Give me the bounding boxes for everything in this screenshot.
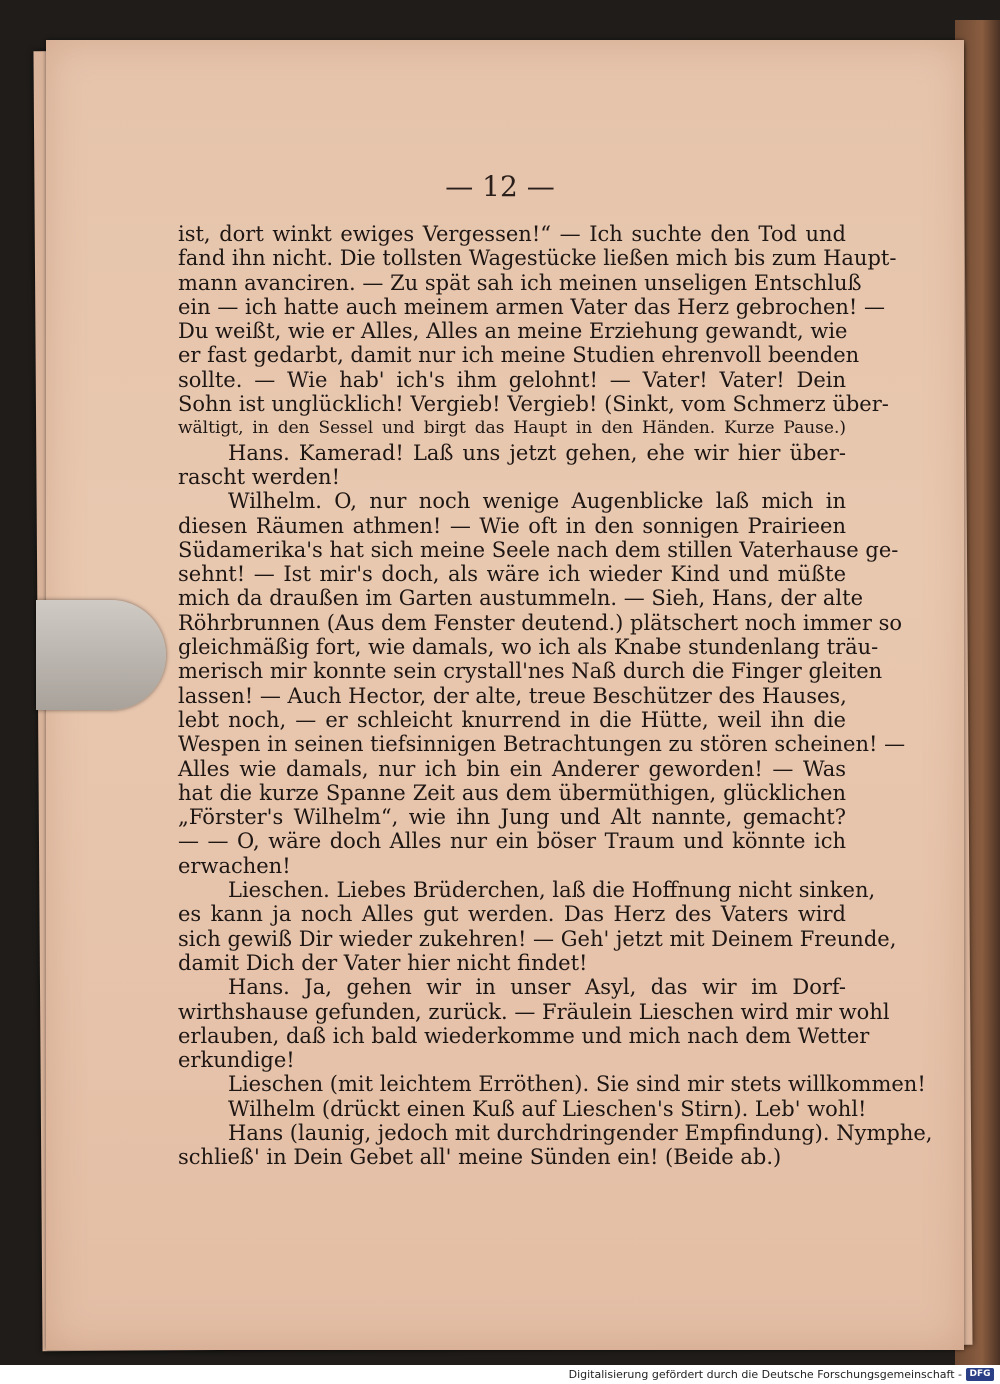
text-line: schließ' in Dein Gebet all' meine Sünden ein! (Beide ab.) xyxy=(178,1145,782,1170)
text-line: diesen Räumen athmen! — Wie oft in den sonnigen Prairieen xyxy=(178,513,846,538)
text-line: er fast gedarbt, damit nur ich meine Studien ehrenvoll beenden xyxy=(178,343,860,368)
text-line: sollte. — Wie hab' ich's ihm gelohnt! — Vater! Vater! Dein xyxy=(178,367,846,392)
text-line: ein — ich hatte auch meinem armen Vater das Herz gebrochen! — xyxy=(178,294,886,319)
text-line: rascht werden! xyxy=(178,464,341,489)
text-line: fand ihn nicht. Die tollsten Wagestücke ließen mich bis zum Haupt- xyxy=(178,246,897,271)
text-line: damit Dich der Vater hier nicht findet! xyxy=(178,950,588,975)
footer-bar xyxy=(0,1365,1000,1384)
text-line: sich gewiß Dir wieder zukehren! — Geh' jetzt mit Deinem Freunde, xyxy=(178,926,897,951)
text-line: Du weißt, wie er Alles, Alles an meine Erziehung gewandt, wie xyxy=(178,319,848,344)
text-line: lebt noch, — er schleicht knurrend in die Hütte, weil ihn die xyxy=(178,707,846,732)
text-line: Sohn ist unglücklich! Vergieb! Vergieb! (Sinkt, vom Schmerz über- xyxy=(178,392,889,417)
text-line: hat die kurze Spanne Zeit aus dem übermüthigen, glücklichen xyxy=(178,780,846,805)
text-line: mich da draußen im Garten austummeln. — Sieh, Hans, der alte xyxy=(178,586,864,611)
text-line: „Förster's Wilhelm“, wie ihn Jung und Alt nannte, gemacht? xyxy=(178,805,846,830)
speaker-line: Wilhelm (drückt einen Kuß auf Lieschen's Stirn). Leb' wohl! xyxy=(228,1096,867,1121)
text-line: erlauben, daß ich bald wiederkomme und mich nach dem Wetter xyxy=(178,1023,870,1048)
text-line: sehnt! — Ist mir's doch, als wäre ich wieder Kind und müßte xyxy=(178,562,846,587)
speaker-line: Hans. Ja, gehen wir in unser Asyl, das wir im Dorf- xyxy=(228,975,846,1000)
stage-direction-line: wältigt, in den Sessel und birgt das Haupt in den Händen. Kurze Pause.) xyxy=(178,418,846,439)
text-line: mann avanciren. — Zu spät sah ich meinen unseligen Entschluß xyxy=(178,270,862,295)
text-line: merisch mir konnte sein crystall'nes Naß durch die Finger gleiten xyxy=(178,659,883,684)
text-line: Wespen in seinen tiefsinnigen Betrachtungen zu stören scheinen! — xyxy=(178,732,906,757)
text-line: lassen! — Auch Hector, der alte, treue Beschützer des Hauses, xyxy=(178,683,847,708)
speaker-line: Lieschen. Liebes Brüderchen, laß die Hoffnung nicht sinken, xyxy=(228,878,876,903)
speaker-line: Hans. Kamerad! Laß uns jetzt gehen, ehe wir hier über- xyxy=(228,440,846,465)
speaker-line: Lieschen (mit leichtem Erröthen). Sie sind mir stets willkommen! xyxy=(228,1072,926,1097)
speaker-line: Hans (launig, jedoch mit durchdringender Empfindung). Nymphe, xyxy=(228,1120,933,1145)
funding-notice: Digitalisierung gefördert durch die Deutsche Forschungsgemeinschaft - xyxy=(568,1368,962,1381)
text-line: — — O, wäre doch Alles nur ein böser Traum und könnte ich xyxy=(178,829,846,854)
speaker-line: Wilhelm. O, nur noch wenige Augenblicke laß mich in xyxy=(228,489,846,514)
text-line: erwachen! xyxy=(178,853,291,878)
text-line: Alles wie damals, nur ich bin ein Anderer geworden! — Was xyxy=(178,756,846,781)
text-line: ist, dort winkt ewiges Vergessen!“ — Ich suchte den Tod und xyxy=(178,222,846,246)
paper-clip xyxy=(36,600,166,710)
text-line: es kann ja noch Alles gut werden. Das Herz des Vaters wird xyxy=(178,902,846,927)
text-line: Südamerika's hat sich meine Seele nach dem stillen Vaterhause ge- xyxy=(178,537,899,562)
dfg-logo: DFG xyxy=(966,1368,994,1381)
text-line: erkundige! xyxy=(178,1048,295,1073)
page-number: — 12 — xyxy=(445,170,555,203)
text-line: Röhrbrunnen (Aus dem Fenster deutend.) plätschert noch immer so xyxy=(178,610,902,635)
page-text xyxy=(178,222,933,1170)
text-line: wirthshause gefunden, zurück. — Fräulein Lieschen wird mir wohl xyxy=(178,999,890,1024)
text-line: gleichmäßig fort, wie damals, wo ich als Knabe stundenlang träu- xyxy=(178,635,879,660)
